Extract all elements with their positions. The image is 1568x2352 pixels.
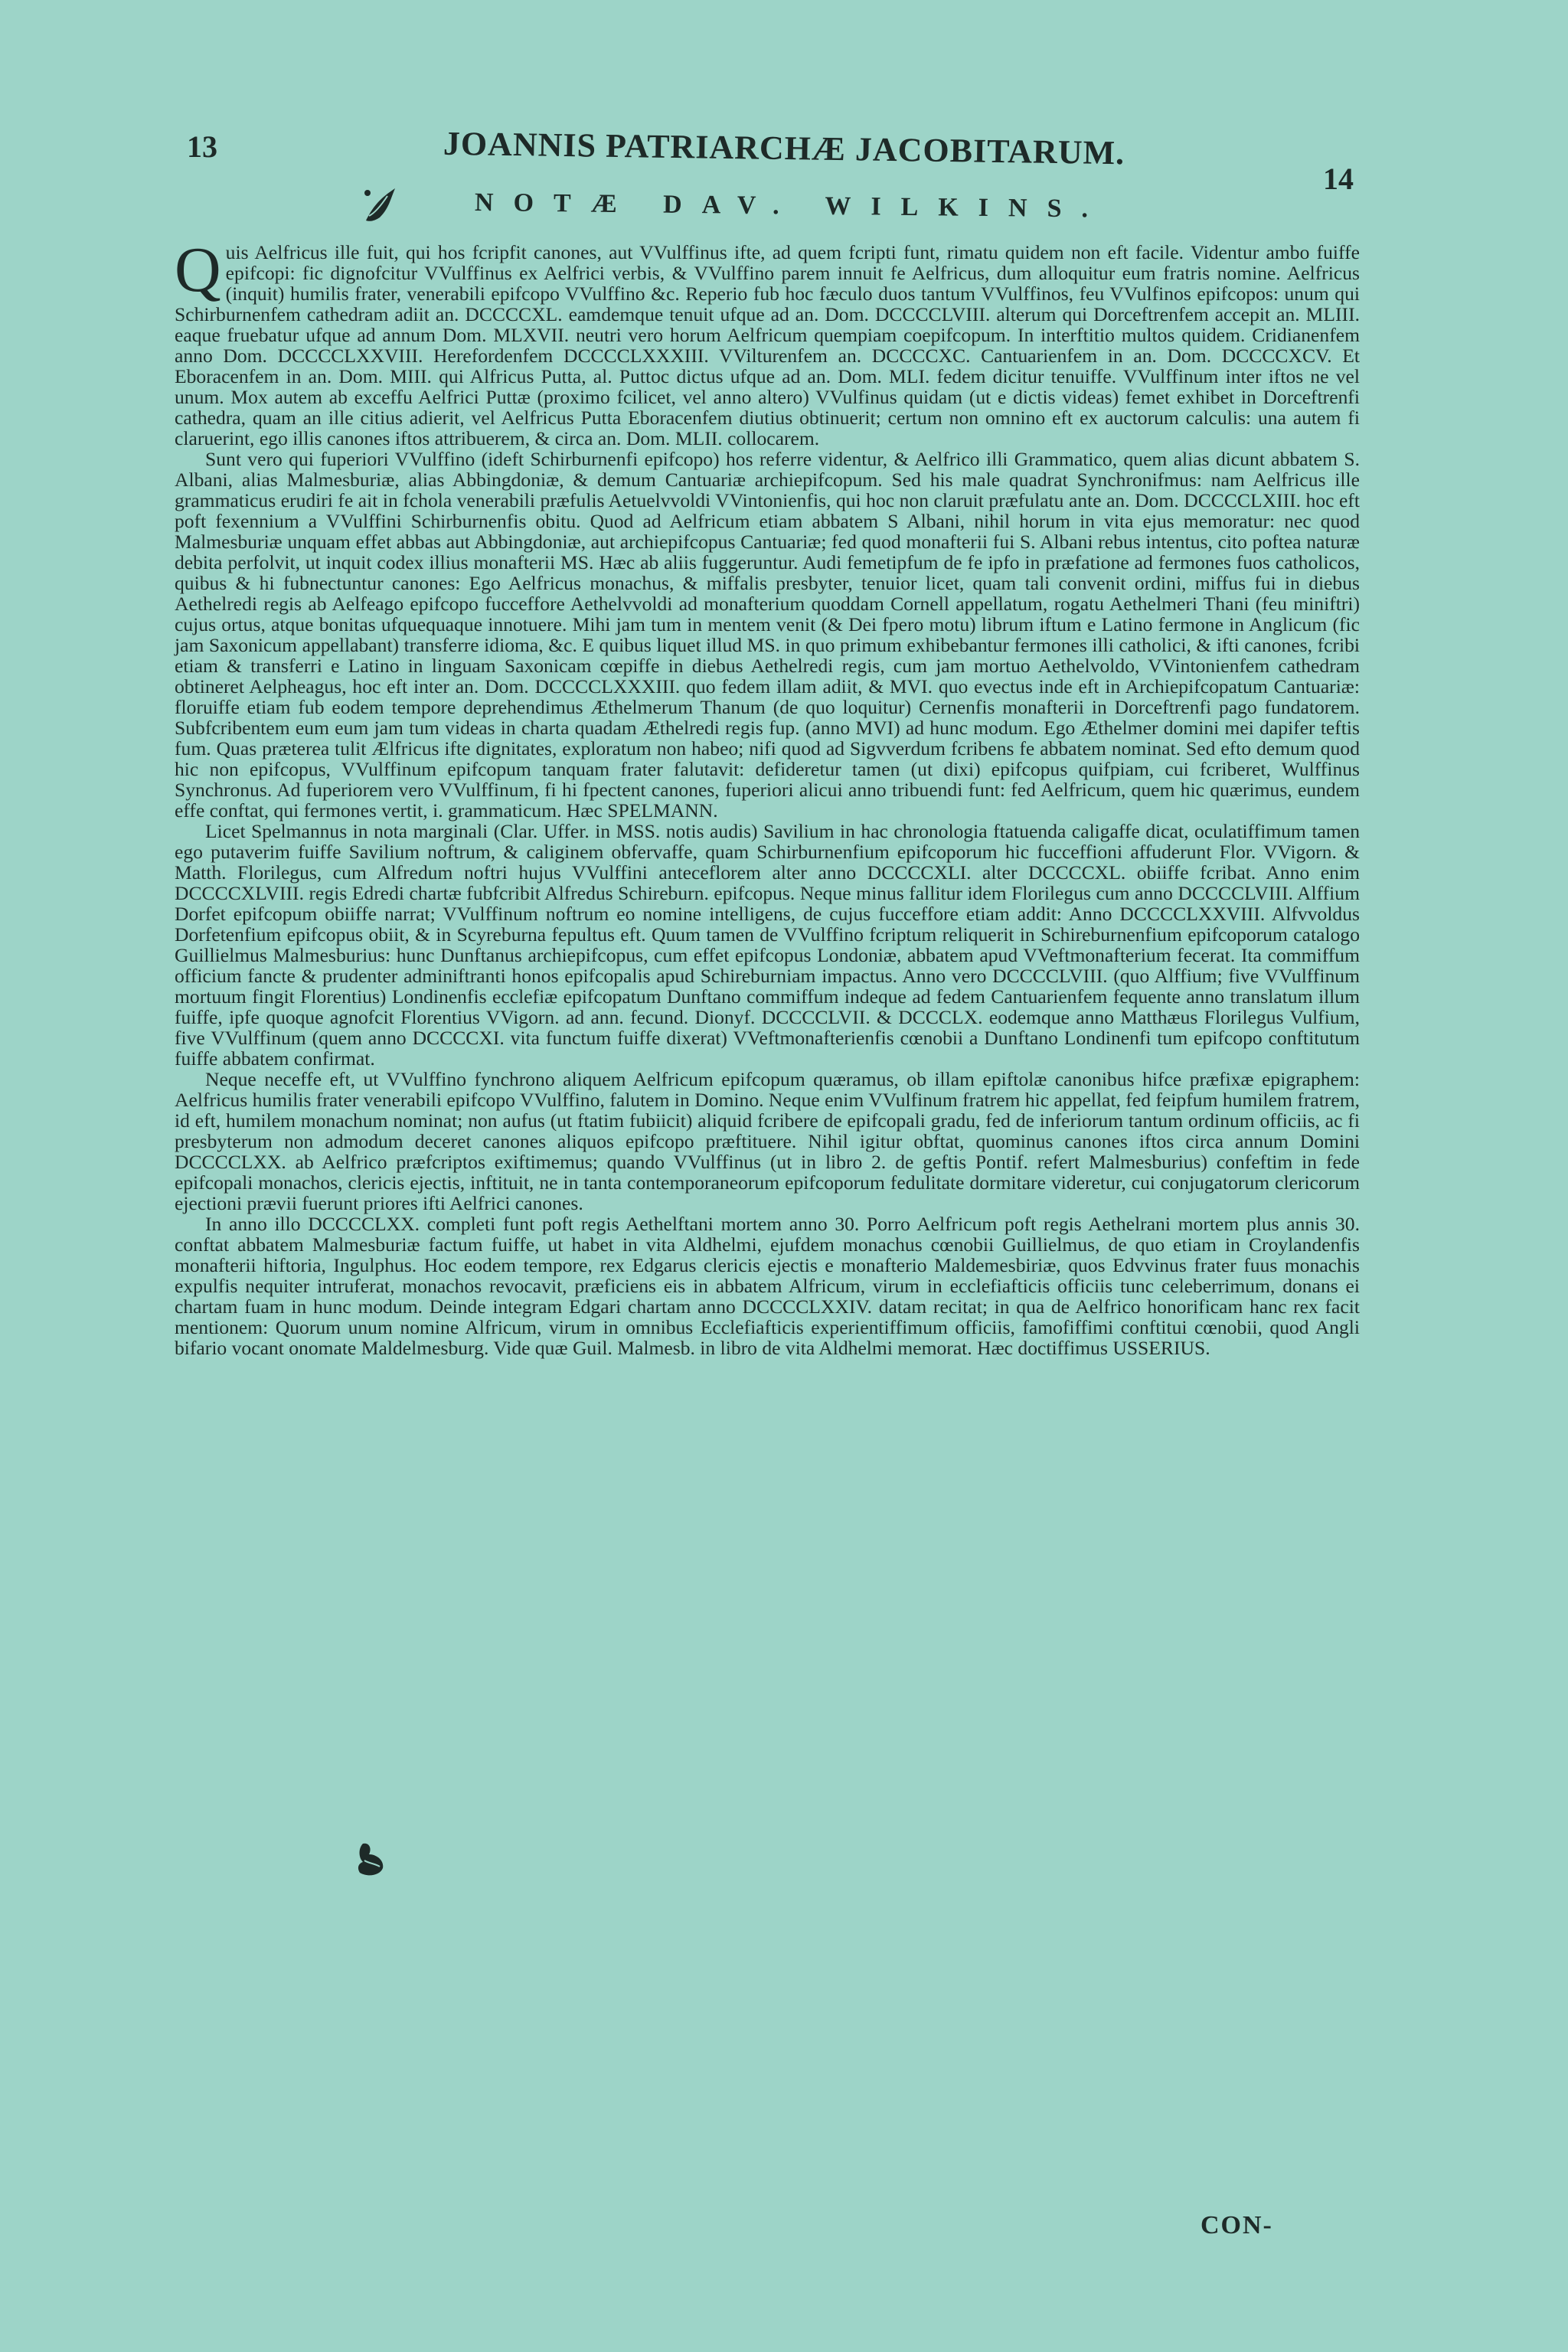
paragraph-2: Sunt vero qui fuperiori VVulffino (ideft Schirburnenfi epifcopo) hos referre videntur, & Aelfrico illi Grammatico, quem alias dicunt abbatem S. Albani, alias Malmesburiæ, alias Abbingdoniæ, & demum Cantuariæ archiepifcopum. Sed his male quadrat Synchronifmus: nam Aelfricus ille grammaticus erudiri fe ait in fchola venerabili præfulis Aetuelvvoldi VVintonienfis, qui hoc non claruit præfulatu ante an. Dom. DCCCCLXIII. hoc eft poft fexennium a VVulffini Schirburnenfis obitu. Quod ad Aelfricum etiam abbatem S Albani, nihil horum in vita ejus memoratur: nec quod Malmesburiæ unquam effet abbas aut Abbingdoniæ, aut archiepifcopus Cantuariæ; fed quod monafterii fui S. Albani rebus intentus, cito poftea naturæ debita perfolvit, ut inquit codex illius monafterii MS. Hæc ab aliis fuggeruntur. Audi femetipfum de fe ipfo in præfatione ad fermones fuos catholicos, quibus & hi fubnectuntur canones: Ego Aelfricus monachus, & miffalis presbyter, tenuior licet, quam tali convenit ordini, miffus fui in diebus Aethelredi regis ab Aelfeago epifcopo fucceffore Aethelvvoldi ad monafterium quoddam Cornell appellatum, rogatu Aethelmeri Thani (feu miniftri) cujus ortus, atque bonitas ufquequaque innotuere. Mihi jam tum in mentem venit (& Dei fpero motu) librum iftum e Latino fermone in Anglicum (fic jam Saxonicum appellabant) transferre idioma, &c. E quibus liquet illud MS. in quo primum exhibebantur fermones illi catholici, & ifti canones, fcribi etiam & transferri e Latino in linguam Saxonicam cœpiffe in diebus Aethelredi regis, cum jam mortuo Aethelvoldo, VVintonienfem cathedram obtineret Aelpheagus, hoc eft inter an. Dom. DCCCCLXXXIII. quo fedem illam adiit, & MVI. quo evectus inde eft in Archiepifcopatum Cantuariæ: floruiffe etiam fub eodem tempore deprehendimus Æthelmerum Thanum (de quo loquitur) Cernenfis monafterii in Dorceftrenfi pago fundatorem. Subfcribentem eum eum jam tum videas in charta quadam Æthelredi regis fup. (anno MVI) ad hunc modum. Ego Æthelmer domini mei dapifer teftis fum. Quas præterea tulit Ælfricus ifte dignitates, exploratum non habeo; nifi quod ad Sigvverdum fcribens fe abbatem nominat. Sed efto demum quod hic non epifcopus, VVulffinum epifcopum tanquam frater falutavit: defideretur tamen (ut dixi) epifcopus quifpiam, cui fcriberet, Wulffinus Synchronus. Ad fuperiorem vero VVulffinum, fi hi fpectent canones, fuperiori alicui anno tribuendi funt: fed Aelfricum, quem hic quærimus, eundem effe conftat, qui fermones vertit, i. grammaticum. Hæc SPELMANN. — [175, 448, 1360, 822]
page-number-left: 13 — [187, 129, 217, 164]
subtitle-notes: NOTÆ DAV. WILKINS. — [474, 188, 1109, 224]
catchword: CON- — [1200, 2211, 1273, 2239]
main-text — [175, 234, 1360, 1359]
paragraph-4: Neque neceffe eft, ut VVulffino fynchrono aliquem Aelfricum epifcopum quæramus, ob illam epiftolæ canonibus hifce præfixæ epigraphem: Aelfricus humilis frater venerabili epifcopo VVulffino, falutem in Domino. Neque enim VVulfinum fratrem hic appellat, fed feipfum humilem fratrem, id eft, humilem monachum nominat; non aufus (ut ftatim fubiicit) aliquid fcribere de epifcopali gradu, fed de inferiorum tantum ordinum officiis, ac fi presbyterum non admodum deceret canones aliquos epifcopo præftituere. Nihil igitur obftat, quominus canones iftos circa annum Domini DCCCCLXX. ab Aelfrico præfcriptos exiftimemus; quando VVulffinus (ut in libro 2. de geftis Pontif. refert Malmesburius) confeftim in fede epifcopali monachos, clericis ejectis, inftituit, ne in tanta contemporaneorum epifcoporum fedulitate dormitare videretur, cui conjugatorum clericorum ejectioni prævii fuerunt priores ifti Aelfrici canones. — [175, 1068, 1360, 1214]
paragraph-5: In anno illo DCCCCLXX. completi funt poft regis Aethelftani mortem anno 30. Porro Aelfricum poft regis Aethelrani mortem plus annis 30. conftat abbatem Malmesburiæ factum fuiffe, ut habet in vita Aldhelmi, ejufdem monachus cœnobii Guillielmus, de quo etiam in Croylandenfis monafterii hiftoria, Ingulphus. Hoc eodem tempore, rex Edgarus clericis ejectis e monafterio Maldemesbiriæ, quos Edvvinus frater fuus monachis expulfis nequiter intruferat, monachos revocavit, præficiens eis in abbatem Alfricum, virum in ecclefiafticis officiis tunc celeberrimum, donans ei chartam fuam in hunc modum. Deinde integram Edgari chartam anno DCCCCLXXIV. datam recitat; in qua de Aelfrico honorificam hanc rex facit mentionem: Quorum unum nomine Alfricum, virum in omnibus Ecclefiafticis experientiffimum officiis, famofiffimi conftitui cœnobii, quod Angli bifario vocant onomate Maldelmesburg. Vide quæ Guil. Malmesb. in libro de vita Aldhelmi memorat. Hæc doctiffimus USSERIUS. — [175, 1213, 1360, 1359]
paragraph-1 — [175, 234, 1360, 449]
page-number-right: 14 — [1323, 162, 1354, 196]
fleuron-ornament-icon — [358, 182, 404, 228]
hand-ornament-icon — [349, 1838, 392, 1880]
drop-cap: Q — [175, 234, 221, 305]
paragraph-3: Licet Spelmannus in nota marginali (Clar. Uffer. in MSS. notis audis) Savilium in hac chronologia ftatuenda caligaffe dicat, oculatiffimum tamen ego putaverim fuiffe Savilium noftrum, & caliginem obfervaffe, quam Schirburnenfium epifcoporum hic fucceffioni affuderunt Flor. VVigorn. & Matth. Florilegus, cum Alfredum noftri hujus VVulffini anteceflorem alter anno DCCCCXLI. alter DCCCCXL. obiiffe fcribat. Anno enim DCCCCXLVIII. regis Edredi chartæ fubfcribit Alfredus Schireburn. epifcopus. Neque minus fallitur idem Florilegus cum anno DCCCCLVIII. Alffium Dorfet epifcopum obiiffe narrat; VVulffinum noftrum eo nomine intelligens, de cujus fucceffore etiam addit: Anno DCCCCLXXVIII. Alfvvoldus Dorfetenfium epifcopus obiit, & in Scyreburna fepultus eft. Quum tamen de VVulffino fcriptum reliquerit in Schireburnenfium epifcoporum catalogo Guillielmus Malmesburius: hunc Dunftanus archiepifcopus, cum effet epifcopus Londoniæ, abbatem apud VVeftmonafterium fecerat. Ita commiffum officium fancte & prudenter adminiftranti honos epifcopalis apud Schireburniam impactus. Anno vero DCCCCLVIII. (quo Alffium; five VVulffinum mortuum fingit Florentius) Londinenfis ecclefiæ epifcopatum Dunftano commiffum indeque ad fedem Cantuarienfem fequente anno translatum illum fuiffe, ipfe quoque agnofcit Florentius VVigorn. ad ann. fecund. Dionyf. DCCCCLVII. & DCCCLX. eodemque anno Matthæus Florilegus Vulfium, five VVulffinum (quem anno DCCCCXI. vita functum fuiffe dixerat) VVeftmonafterienfis cœnobii a Dunftano Londinenfi tum epifcopo conftitutum fuiffe abbatem confirmat. — [175, 820, 1360, 1070]
paragraph-1-text: uis Aelfricus ille fuit, qui hos fcripfit canones, aut VVulffinus ifte, ad quem fcripti funt, rimatu quidem non eft facile. Videntur ambo fuiffe epifcopi: fic dignofcitur VVulffinus ex Aelfrici verbis, & VVulffino parem innuit fe Aelfricus, dum alloquitur eum fratris nomine. Aelfricus (inquit) humilis frater, venerabili epifcopo VVulffino &c. Reperio fub hoc fæculo duos tantum VVulffinos, feu VVulfinos epifcopos: unum qui Schirburnenfem cathedram adiit an. DCCCCXL. eamdemque tenuit ufque ad an. Dom. DCCCCLVIII. alterum qui Dorceftrenfem accepit an. MLIII. eaque fruebatur ufque ad annum Dom. MLXVII. neutri vero horum Aelfricum quempiam coepifcopum. In interftitio multos quidem. Cridianenfem anno Dom. DCCCCLXXVIII. Herefordenfem DCCCCLXXXIII. VVilturenfem an. DCCCCXC. Cantuarienfem in an. Dom. DCCCCXCV. Et Eboracenfem in an. Dom. MIII. qui Alfricus Putta, al. Puttoc dictus ufque ad an. Dom. MLI. fedem dicitur tenuiffe. VVulffinum inter iftos ne vel unum. Mox autem ab exceffu Aelfrici Puttæ (proximo fcilicet, vel anno altero) VVulfinus quidam (ut e dictis videas) femet exhibet in Dorceftrenfi cathedra, quam an ille citius adierit, vel Aelfricus Putta Eboracenfem diutius obtinuerit; certum non omnino eft ex auctorum calculis: una autem fi claruerint, ego illis canones iftos attribuerem, & circa an. Dom. MLII. collocarem. — [175, 241, 1360, 449]
running-title: JOANNIS PATRIARCHÆ JACOBITARUM. — [443, 124, 1125, 172]
